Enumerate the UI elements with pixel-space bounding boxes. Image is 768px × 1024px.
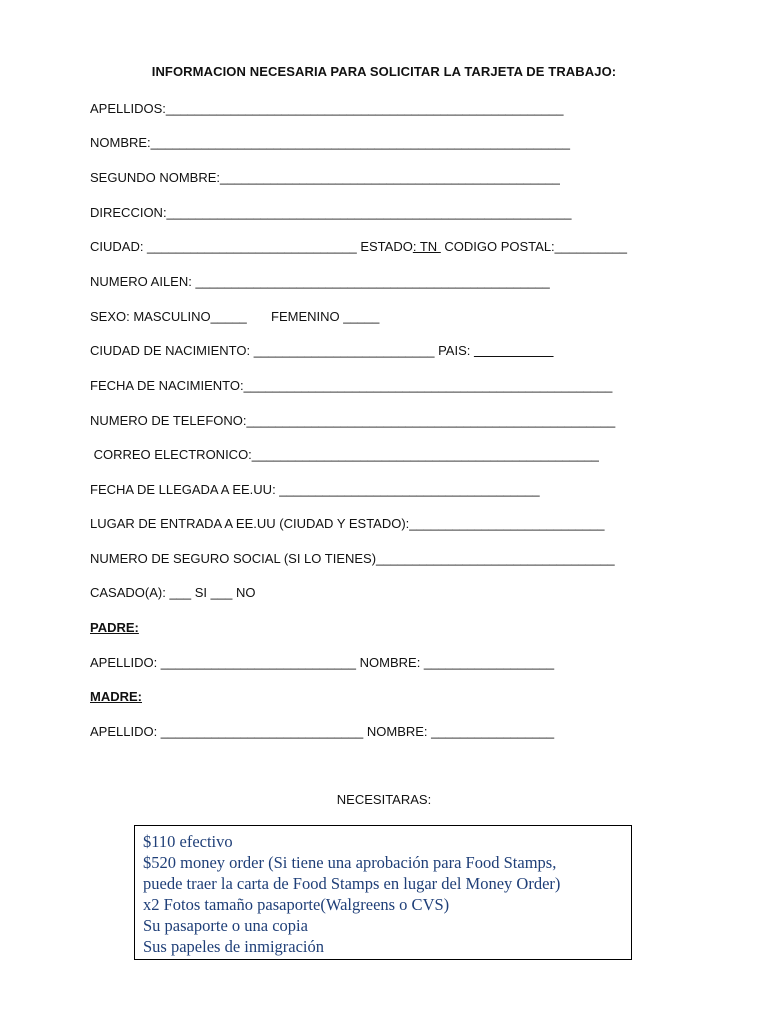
madre-heading: MADRE: bbox=[90, 689, 142, 704]
field-lugar-entrada: LUGAR DE ENTRADA A EE.UU (CIUDAD Y ESTADO):___________________________ bbox=[90, 516, 605, 531]
field-ciudad-estado-codigo bbox=[90, 239, 627, 255]
requirement-item: x2 Fotos tamaño pasaporte(Walgreens o CVS) bbox=[143, 895, 450, 914]
field-direccion: DIRECCION:________________________________________________________ bbox=[90, 205, 572, 220]
field-codigo-postal-label: CODIGO POSTAL:__________ bbox=[440, 239, 627, 254]
field-segundo-nombre: SEGUNDO NOMBRE:_______________________________________________ bbox=[90, 170, 560, 185]
field-numero-telefono: NUMERO DE TELEFONO:___________________________________________________ bbox=[90, 413, 616, 428]
requirement-item: $520 money order (Si tiene una aprobación para Food Stamps, bbox=[143, 853, 557, 872]
padre-heading: PADRE: bbox=[90, 620, 139, 635]
padre-line: APELLIDO: ___________________________ NOMBRE: __________________ bbox=[90, 655, 555, 670]
field-nombre: NOMBRE:__________________________________________________________ bbox=[90, 135, 571, 150]
field-fecha-llegada: FECHA DE LLEGADA A EE.UU: ____________________________________ bbox=[90, 482, 540, 497]
requirement-item: $110 efectivo bbox=[143, 832, 233, 851]
field-fecha-nacimiento: FECHA DE NACIMIENTO:___________________________________________________ bbox=[90, 378, 613, 393]
requirements-box bbox=[134, 825, 632, 960]
necesitaras-heading: NECESITARAS: bbox=[336, 792, 432, 807]
field-apellidos: APELLIDOS:_______________________________________________________ bbox=[90, 101, 564, 116]
requirement-item: puede traer la carta de Food Stamps en lugar del Money Order) bbox=[143, 874, 561, 893]
estado-value: : TN bbox=[412, 239, 441, 254]
requirement-item: Sus papeles de inmigración bbox=[143, 937, 325, 956]
field-sexo-femenino: FEMENINO _____ bbox=[271, 309, 380, 324]
field-correo-electronico: CORREO ELECTRONICO:________________________________________________ bbox=[90, 447, 599, 462]
pais-value: ___________ bbox=[473, 343, 554, 358]
field-ciudad-label: CIUDAD: _____________________________ ESTADO bbox=[90, 239, 413, 254]
field-numero-ailen: NUMERO AILEN: _________________________________________________ bbox=[90, 274, 550, 289]
requirement-item: Su pasaporte o una copia bbox=[143, 916, 308, 935]
field-sexo-masculino: SEXO: MASCULINO_____ bbox=[90, 309, 247, 324]
field-ciudad-nacimiento bbox=[90, 343, 554, 359]
ciudad-nacimiento-label: CIUDAD DE NACIMIENTO: _________________________ PAIS: bbox=[90, 343, 474, 358]
field-seguro-social: NUMERO DE SEGURO SOCIAL (SI LO TIENES)_________________________________ bbox=[90, 551, 615, 566]
page-title: INFORMACION NECESARIA PARA SOLICITAR LA TARJETA DE TRABAJO: bbox=[151, 64, 617, 79]
madre-line: APELLIDO: ____________________________ NOMBRE: _________________ bbox=[90, 724, 555, 739]
field-casado: CASADO(A): ___ SI ___ NO bbox=[90, 585, 256, 600]
